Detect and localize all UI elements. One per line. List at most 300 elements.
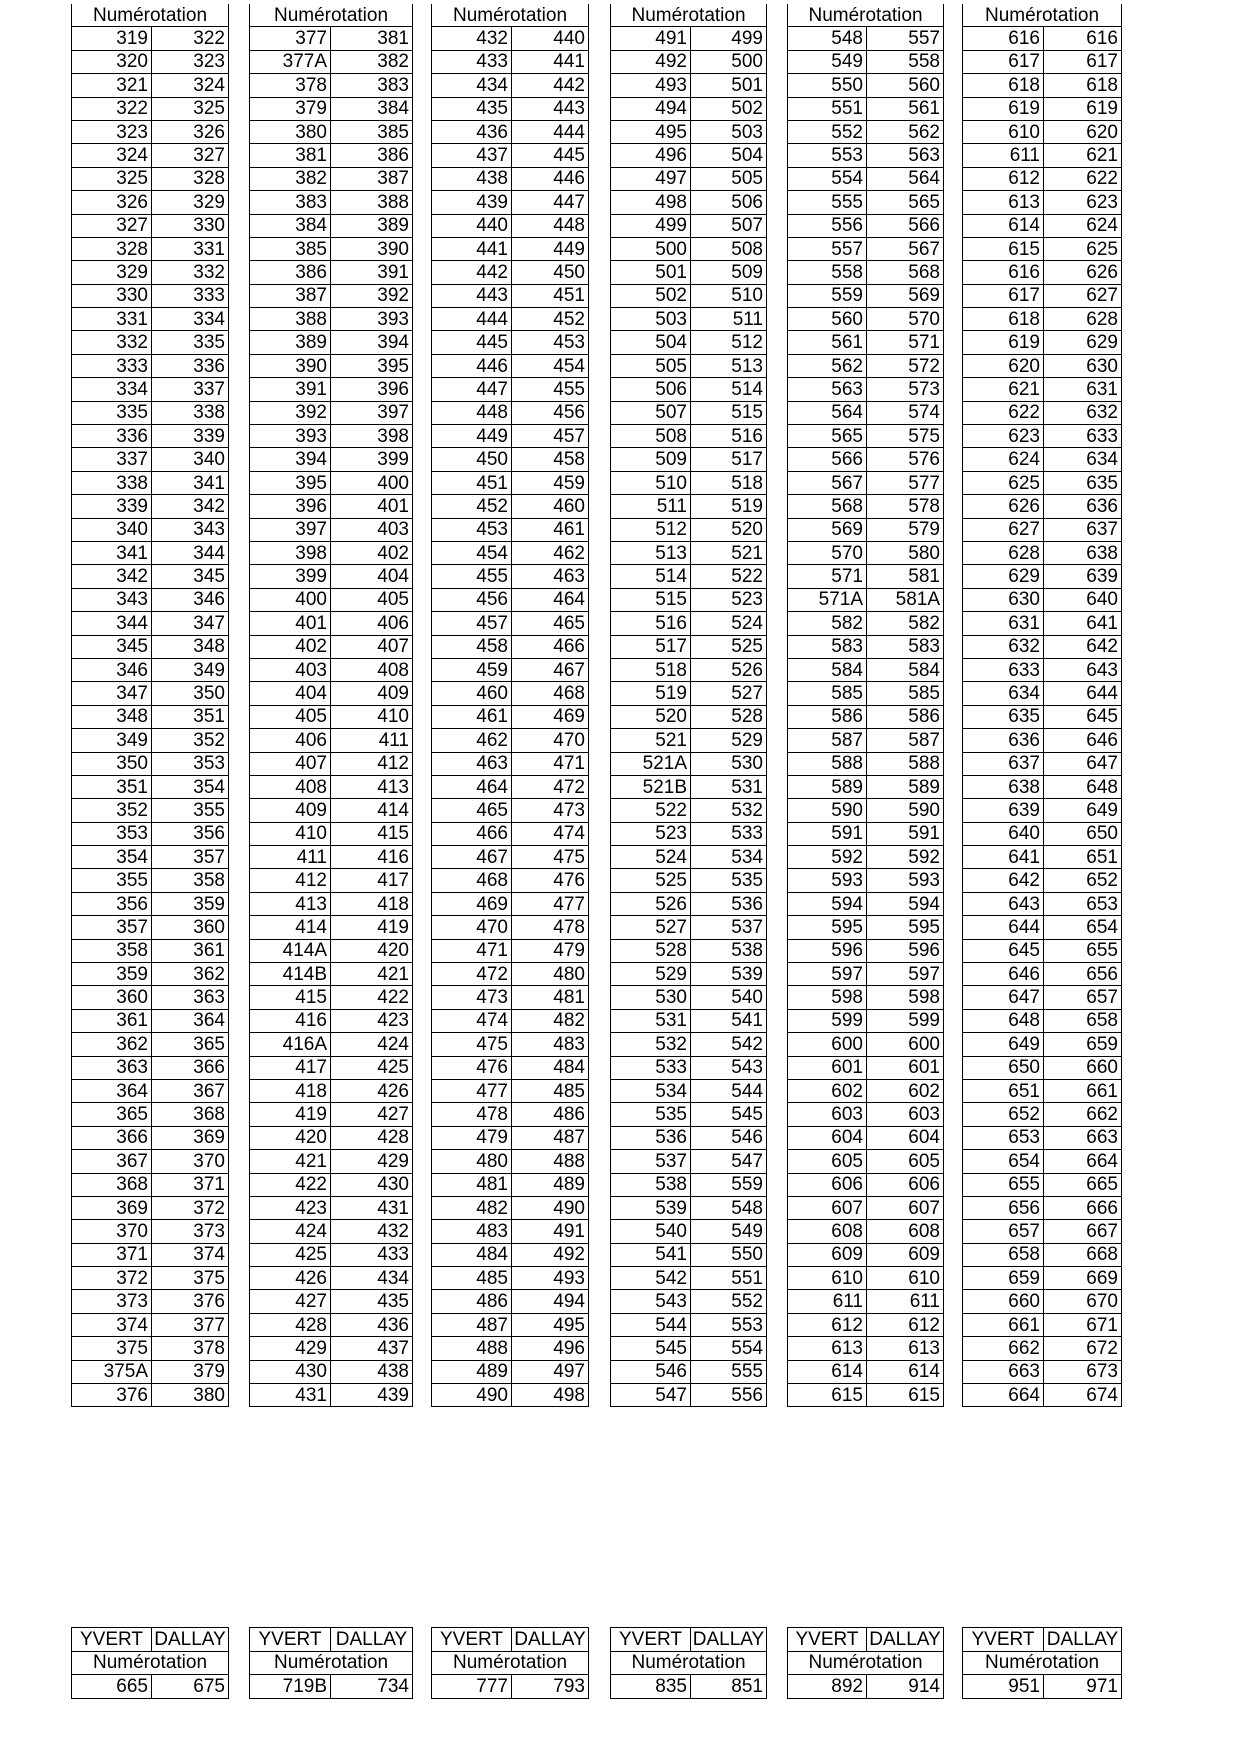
catalog-header-row: [788, 1628, 944, 1652]
yvert-number-cell: 495: [611, 120, 691, 143]
table-row: [250, 1360, 413, 1383]
dallay-number-cell: 582: [867, 612, 944, 635]
yvert-number-cell: 371: [72, 1243, 152, 1266]
yvert-number-cell: 323: [72, 120, 152, 143]
yvert-number-cell: 372: [72, 1267, 152, 1290]
dallay-number-cell: 418: [331, 892, 413, 915]
yvert-number-cell: 489: [432, 1360, 512, 1383]
dallay-number-cell: 402: [331, 541, 413, 564]
dallay-number-cell: 426: [331, 1079, 413, 1102]
yvert-number-cell: 777: [432, 1675, 512, 1699]
table-row: [963, 822, 1122, 845]
table-row: [611, 1103, 767, 1126]
dallay-number-cell: 362: [152, 963, 229, 986]
numbering-table-5: [787, 4, 944, 1407]
table-row: [250, 354, 413, 377]
table-row: [611, 167, 767, 190]
dallay-number-cell: 581: [867, 565, 944, 588]
yvert-number-cell: 404: [250, 682, 331, 705]
dallay-number-cell: 483: [512, 1033, 589, 1056]
table-row: [788, 495, 944, 518]
yvert-number-cell: 407: [250, 752, 331, 775]
dallay-number-cell: 584: [867, 658, 944, 681]
dallay-number-cell: 542: [691, 1033, 767, 1056]
yvert-number-cell: 554: [788, 167, 867, 190]
dallay-number-cell: 374: [152, 1243, 229, 1266]
table-row: [611, 658, 767, 681]
table-row: [72, 191, 229, 214]
dallay-number-cell: 507: [691, 214, 767, 237]
table-row: [611, 214, 767, 237]
dallay-header: DALLAY: [867, 1628, 944, 1652]
table-row: [72, 308, 229, 331]
yvert-number-cell: 451: [432, 471, 512, 494]
table-row: [963, 378, 1122, 401]
dallay-number-cell: 523: [691, 588, 767, 611]
dallay-number-cell: 543: [691, 1056, 767, 1079]
dallay-number-cell: 404: [331, 565, 413, 588]
table-row: [788, 892, 944, 915]
yvert-number-cell: 492: [611, 50, 691, 73]
table-row: [611, 308, 767, 331]
yvert-number-cell: 359: [72, 963, 152, 986]
yvert-number-cell: 566: [788, 448, 867, 471]
table-row: [963, 775, 1122, 798]
dallay-number-cell: 559: [691, 1173, 767, 1196]
table-row: [788, 1056, 944, 1079]
table-row: [72, 1173, 229, 1196]
yvert-number-cell: 491: [611, 27, 691, 50]
dallay-number-cell: 541: [691, 1009, 767, 1032]
dallay-number-cell: 424: [331, 1033, 413, 1056]
yvert-number-cell: 594: [788, 892, 867, 915]
dallay-number-cell: 496: [512, 1337, 589, 1360]
table-row: [72, 1056, 229, 1079]
yvert-number-cell: 519: [611, 682, 691, 705]
dallay-number-cell: 516: [691, 425, 767, 448]
yvert-number-cell: 490: [432, 1384, 512, 1407]
yvert-number-cell: 612: [788, 1313, 867, 1336]
table-row: [250, 144, 413, 167]
yvert-number-cell: 653: [963, 1126, 1044, 1149]
table-row: [432, 1313, 589, 1336]
dallay-number-cell: 447: [512, 191, 589, 214]
yvert-number-cell: 353: [72, 822, 152, 845]
table-row: [788, 1220, 944, 1243]
yvert-number-cell: 369: [72, 1196, 152, 1219]
table-row: [72, 1196, 229, 1219]
dallay-number-cell: 562: [867, 120, 944, 143]
table-row: [72, 799, 229, 822]
catalog-header-row: [963, 1628, 1122, 1652]
table-row: [788, 1079, 944, 1102]
dallay-number-cell: 413: [331, 775, 413, 798]
dallay-number-cell: 605: [867, 1150, 944, 1173]
dallay-number-cell: 454: [512, 354, 589, 377]
table-row: [72, 74, 229, 97]
table-row: [72, 1360, 229, 1383]
dallay-number-cell: 553: [691, 1313, 767, 1336]
table-row: [432, 27, 589, 50]
dallay-number-cell: 597: [867, 963, 944, 986]
yvert-number-cell: 650: [963, 1056, 1044, 1079]
yvert-number-cell: 333: [72, 354, 152, 377]
yvert-number-cell: 609: [788, 1243, 867, 1266]
table-row: [72, 1267, 229, 1290]
dallay-number-cell: 598: [867, 986, 944, 1009]
yvert-number-cell: 336: [72, 425, 152, 448]
table-row: [963, 1675, 1122, 1699]
yvert-number-cell: 614: [788, 1360, 867, 1383]
summary-table-4: [610, 1627, 767, 1699]
table-row: [611, 682, 767, 705]
yvert-number-cell: 544: [611, 1313, 691, 1336]
table-row: [611, 588, 767, 611]
yvert-number-cell: 481: [432, 1173, 512, 1196]
dallay-number-cell: 595: [867, 916, 944, 939]
table-row: [72, 1126, 229, 1149]
yvert-number-cell: 420: [250, 1126, 331, 1149]
yvert-number-cell: 383: [250, 191, 331, 214]
table-row: [72, 682, 229, 705]
table-row: [611, 1675, 767, 1699]
dallay-number-cell: 578: [867, 495, 944, 518]
table-row: [963, 1360, 1122, 1383]
table-row: [611, 1360, 767, 1383]
table-row: [250, 1384, 413, 1407]
table-header-row: [611, 4, 767, 27]
dallay-number-cell: 338: [152, 401, 229, 424]
dallay-number-cell: 349: [152, 658, 229, 681]
dallay-number-cell: 383: [331, 74, 413, 97]
table-row: [788, 237, 944, 260]
yvert-number-cell: 470: [432, 916, 512, 939]
dallay-number-cell: 645: [1044, 705, 1122, 728]
dallay-number-cell: 395: [331, 354, 413, 377]
table-header-row: [432, 4, 589, 27]
yvert-number-cell: 503: [611, 308, 691, 331]
dallay-number-cell: 506: [691, 191, 767, 214]
table-row: [963, 425, 1122, 448]
yvert-number-cell: 403: [250, 658, 331, 681]
yvert-number-cell: 413: [250, 892, 331, 915]
dallay-number-cell: 408: [331, 658, 413, 681]
column-header: Numérotation: [611, 1651, 767, 1675]
table-row: [788, 729, 944, 752]
dallay-number-cell: 452: [512, 308, 589, 331]
dallay-number-cell: 419: [331, 916, 413, 939]
yvert-number-cell: 657: [963, 1220, 1044, 1243]
yvert-number-cell: 368: [72, 1173, 152, 1196]
table-row: [250, 471, 413, 494]
yvert-number-cell: 643: [963, 892, 1044, 915]
dallay-number-cell: 504: [691, 144, 767, 167]
yvert-number-cell: 346: [72, 658, 152, 681]
dallay-number-cell: 347: [152, 612, 229, 635]
yvert-number-cell: 408: [250, 775, 331, 798]
table-row: [432, 892, 589, 915]
dallay-number-cell: 649: [1044, 799, 1122, 822]
dallay-number-cell: 590: [867, 799, 944, 822]
dallay-number-cell: 610: [867, 1267, 944, 1290]
yvert-number-cell: 478: [432, 1103, 512, 1126]
yvert-number-cell: 541: [611, 1243, 691, 1266]
table-row: [611, 1126, 767, 1149]
yvert-number-cell: 646: [963, 963, 1044, 986]
yvert-number-cell: 571A: [788, 588, 867, 611]
dallay-number-cell: 671: [1044, 1313, 1122, 1336]
yvert-number-cell: 641: [963, 846, 1044, 869]
yvert-number-cell: 376: [72, 1384, 152, 1407]
yvert-number-cell: 396: [250, 495, 331, 518]
yvert-number-cell: 349: [72, 729, 152, 752]
yvert-number-cell: 426: [250, 1267, 331, 1290]
dallay-number-cell: 431: [331, 1196, 413, 1219]
numbering-header-row: [788, 1651, 944, 1675]
yvert-number-cell: 637: [963, 752, 1044, 775]
table-row: [788, 565, 944, 588]
table-row: [788, 50, 944, 73]
yvert-number-cell: 363: [72, 1056, 152, 1079]
yvert-number-cell: 445: [432, 331, 512, 354]
table-row: [963, 799, 1122, 822]
dallay-number-cell: 455: [512, 378, 589, 401]
table-row: [963, 214, 1122, 237]
yvert-number-cell: 645: [963, 939, 1044, 962]
yvert-number-cell: 532: [611, 1033, 691, 1056]
dallay-number-cell: 505: [691, 167, 767, 190]
dallay-number-cell: 441: [512, 50, 589, 73]
table-row: [788, 682, 944, 705]
table-row: [963, 658, 1122, 681]
dallay-number-cell: 631: [1044, 378, 1122, 401]
table-row: [72, 1220, 229, 1243]
dallay-number-cell: 368: [152, 1103, 229, 1126]
numbering-header-row: [250, 1651, 413, 1675]
yvert-number-cell: 534: [611, 1079, 691, 1102]
dallay-number-cell: 458: [512, 448, 589, 471]
yvert-header: YVERT: [250, 1628, 331, 1652]
yvert-number-cell: 348: [72, 705, 152, 728]
dallay-number-cell: 481: [512, 986, 589, 1009]
yvert-number-cell: 414A: [250, 939, 331, 962]
table-row: [72, 635, 229, 658]
dallay-number-cell: 366: [152, 1056, 229, 1079]
yvert-number-cell: 587: [788, 729, 867, 752]
dallay-number-cell: 585: [867, 682, 944, 705]
yvert-number-cell: 617: [963, 50, 1044, 73]
yvert-number-cell: 322: [72, 97, 152, 120]
yvert-number-cell: 601: [788, 1056, 867, 1079]
yvert-number-cell: 399: [250, 565, 331, 588]
yvert-number-cell: 449: [432, 425, 512, 448]
table-row: [250, 425, 413, 448]
table-row: [788, 612, 944, 635]
table-row: [250, 1337, 413, 1360]
dallay-number-cell: 529: [691, 729, 767, 752]
table-row: [611, 1150, 767, 1173]
dallay-number-cell: 629: [1044, 331, 1122, 354]
dallay-number-cell: 363: [152, 986, 229, 1009]
summary-table-3: [431, 1627, 589, 1699]
table-row: [72, 1150, 229, 1173]
dallay-number-cell: 331: [152, 237, 229, 260]
yvert-number-cell: 427: [250, 1290, 331, 1313]
yvert-number-cell: 425: [250, 1243, 331, 1266]
summary-table-1: [71, 1627, 229, 1699]
table-row: [250, 588, 413, 611]
yvert-number-cell: 319: [72, 27, 152, 50]
yvert-number-cell: 631: [963, 612, 1044, 635]
yvert-number-cell: 343: [72, 588, 152, 611]
yvert-number-cell: 401: [250, 612, 331, 635]
dallay-number-cell: 411: [331, 729, 413, 752]
dallay-number-cell: 546: [691, 1126, 767, 1149]
dallay-number-cell: 461: [512, 518, 589, 541]
dallay-number-cell: 544: [691, 1079, 767, 1102]
table-row: [432, 50, 589, 73]
dallay-number-cell: 514: [691, 378, 767, 401]
yvert-number-cell: 611: [788, 1290, 867, 1313]
dallay-number-cell: 564: [867, 167, 944, 190]
yvert-number-cell: 555: [788, 191, 867, 214]
yvert-number-cell: 616: [963, 261, 1044, 284]
dallay-number-cell: 519: [691, 495, 767, 518]
yvert-header: YVERT: [432, 1628, 512, 1652]
dallay-number-cell: 486: [512, 1103, 589, 1126]
dallay-number-cell: 396: [331, 378, 413, 401]
yvert-number-cell: 630: [963, 588, 1044, 611]
table-row: [963, 1243, 1122, 1266]
yvert-number-cell: 457: [432, 612, 512, 635]
table-row: [72, 705, 229, 728]
yvert-number-cell: 355: [72, 869, 152, 892]
yvert-number-cell: 456: [432, 588, 512, 611]
yvert-number-cell: 429: [250, 1337, 331, 1360]
yvert-number-cell: 380: [250, 120, 331, 143]
dallay-number-cell: 333: [152, 284, 229, 307]
dallay-number-cell: 581A: [867, 588, 944, 611]
table-row: [72, 939, 229, 962]
dallay-header: DALLAY: [691, 1628, 767, 1652]
table-row: [432, 237, 589, 260]
summary-table-2: [249, 1627, 413, 1699]
yvert-number-cell: 591: [788, 822, 867, 845]
numbering-header-row: [72, 1651, 229, 1675]
table-row: [963, 1056, 1122, 1079]
table-row: [432, 682, 589, 705]
summary-table-6: [962, 1627, 1122, 1699]
table-row: [788, 120, 944, 143]
table-row: [788, 1337, 944, 1360]
dallay-number-cell: 633: [1044, 425, 1122, 448]
dallay-number-cell: 324: [152, 74, 229, 97]
yvert-number-cell: 462: [432, 729, 512, 752]
table-row: [611, 74, 767, 97]
yvert-number-cell: 377A: [250, 50, 331, 73]
table-row: [963, 612, 1122, 635]
table-row: [72, 471, 229, 494]
yvert-number-cell: 450: [432, 448, 512, 471]
yvert-number-cell: 559: [788, 284, 867, 307]
table-row: [963, 1150, 1122, 1173]
dallay-number-cell: 334: [152, 308, 229, 331]
dallay-number-cell: 448: [512, 214, 589, 237]
yvert-number-cell: 658: [963, 1243, 1044, 1266]
dallay-number-cell: 387: [331, 167, 413, 190]
table-row: [72, 331, 229, 354]
yvert-number-cell: 570: [788, 541, 867, 564]
yvert-number-cell: 604: [788, 1126, 867, 1149]
table-row: [432, 191, 589, 214]
table-row: [963, 97, 1122, 120]
column-header: Numérotation: [250, 1651, 413, 1675]
yvert-number-cell: 531: [611, 1009, 691, 1032]
dallay-number-cell: 635: [1044, 471, 1122, 494]
dallay-number-cell: 592: [867, 846, 944, 869]
dallay-number-cell: 643: [1044, 658, 1122, 681]
dallay-number-cell: 340: [152, 448, 229, 471]
dallay-number-cell: 490: [512, 1196, 589, 1219]
table-row: [788, 1313, 944, 1336]
table-row: [963, 50, 1122, 73]
dallay-number-cell: 351: [152, 705, 229, 728]
dallay-number-cell: 337: [152, 378, 229, 401]
yvert-number-cell: 608: [788, 1220, 867, 1243]
dallay-number-cell: 557: [867, 27, 944, 50]
yvert-number-cell: 651: [963, 1079, 1044, 1102]
dallay-number-cell: 369: [152, 1126, 229, 1149]
table-row: [432, 331, 589, 354]
table-row: [611, 939, 767, 962]
table-row: [788, 308, 944, 331]
table-row: [611, 401, 767, 424]
yvert-number-cell: 458: [432, 635, 512, 658]
yvert-number-cell: 385: [250, 237, 331, 260]
table-row: [611, 1173, 767, 1196]
table-row: [963, 331, 1122, 354]
table-row: [788, 1384, 944, 1407]
table-row: [611, 822, 767, 845]
yvert-number-cell: 375: [72, 1337, 152, 1360]
table-row: [432, 1243, 589, 1266]
dallay-number-cell: 614: [867, 1360, 944, 1383]
table-row: [963, 1103, 1122, 1126]
dallay-number-cell: 654: [1044, 916, 1122, 939]
table-row: [611, 869, 767, 892]
yvert-number-cell: 550: [788, 74, 867, 97]
yvert-number-cell: 485: [432, 1267, 512, 1290]
dallay-number-cell: 536: [691, 892, 767, 915]
yvert-number-cell: 561: [788, 331, 867, 354]
yvert-number-cell: 633: [963, 658, 1044, 681]
dallay-number-cell: 425: [331, 1056, 413, 1079]
dallay-number-cell: 636: [1044, 495, 1122, 518]
dallay-number-cell: 524: [691, 612, 767, 635]
yvert-number-cell: 510: [611, 471, 691, 494]
table-row: [250, 635, 413, 658]
table-row: [432, 565, 589, 588]
dallay-number-cell: 551: [691, 1267, 767, 1290]
yvert-number-cell: 615: [788, 1384, 867, 1407]
table-row: [788, 775, 944, 798]
catalog-header-row: [250, 1628, 413, 1652]
dallay-number-cell: 492: [512, 1243, 589, 1266]
dallay-number-cell: 420: [331, 939, 413, 962]
dallay-number-cell: 325: [152, 97, 229, 120]
yvert-number-cell: 533: [611, 1056, 691, 1079]
dallay-number-cell: 328: [152, 167, 229, 190]
